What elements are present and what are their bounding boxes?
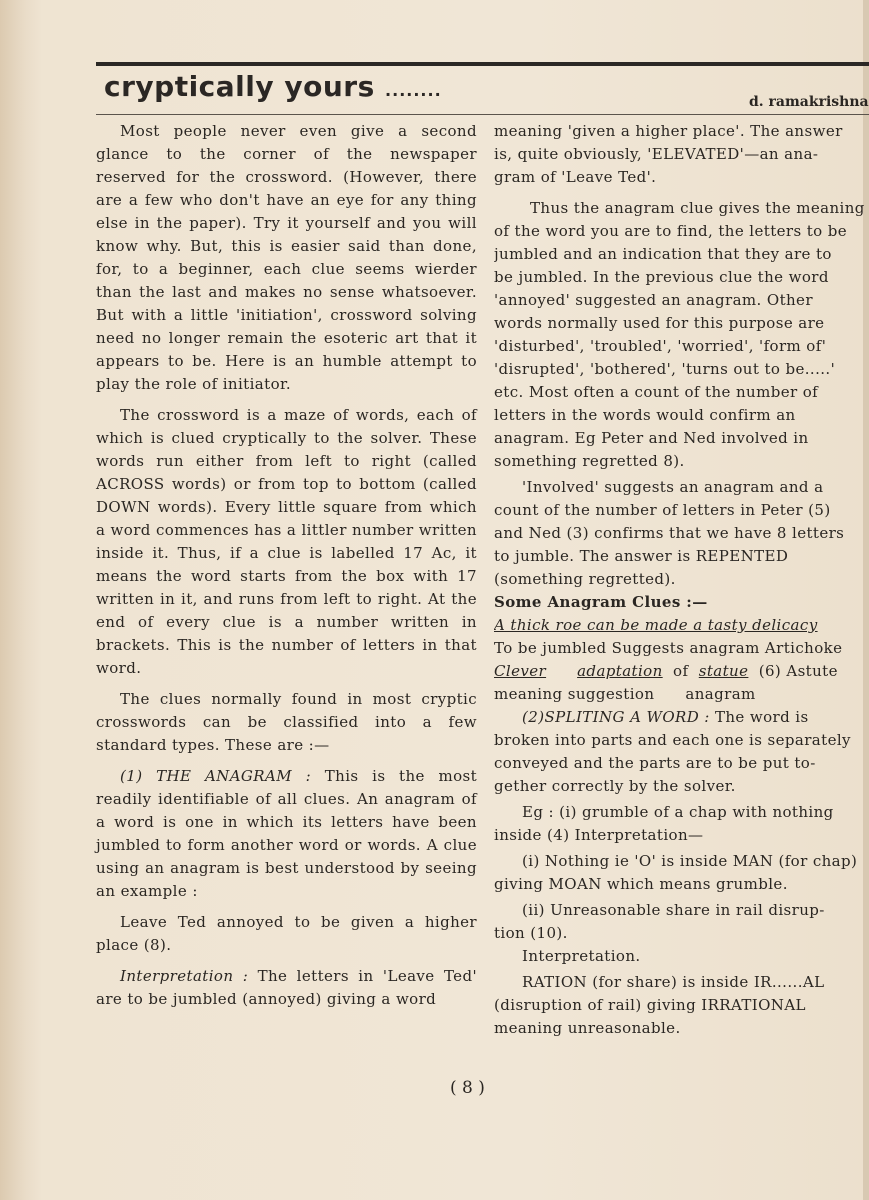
clue-word-adaptation: adaptation (577, 662, 663, 680)
paragraph-clue-types: The clues normally found in most cryptic crosswords can be classified into a few standard types. These are :— (96, 690, 477, 754)
clue-word-of: of (673, 662, 689, 680)
clue-word-clever: Clever (494, 662, 547, 680)
text-line: gether correctly by the solver. (494, 777, 736, 795)
text-line: gram of 'Leave Ted'. (494, 168, 657, 186)
text-line: jumbled and an indication that they are to (494, 245, 832, 263)
left-column (96, 120, 477, 1019)
text-line: conveyed and the parts are to be put to- (494, 754, 816, 772)
text-line: giving MOAN which means grumble. (494, 875, 788, 893)
anagram-label: (1) THE ANAGRAM : (120, 767, 312, 785)
clue-word-rest: (6) Astute (758, 662, 838, 680)
example-anagram-clue-2 (494, 660, 869, 683)
header-rule (96, 62, 869, 66)
text-line: (i) Nothing ie 'O' is inside MAN (for chap) (522, 852, 858, 870)
text-line: to jumble. The answer is REPENTED (494, 547, 789, 565)
text-line: 'Involved' suggests an anagram and a (522, 478, 824, 496)
header-underline (96, 114, 869, 115)
text-line: count of the number of letters in Peter (5) (494, 501, 831, 519)
text-line: tion (10). (494, 924, 568, 942)
text-line: Thus the anagram clue gives the meaning (530, 199, 865, 217)
text-line: words normally used for this purpose are (494, 314, 825, 332)
interpretation-text: The letters in 'Leave Ted' are to be jumbled (annoyed) giving a word (96, 967, 477, 1008)
article-author: d. ramakrishna (749, 94, 869, 110)
page-binding-shadow (0, 0, 42, 1200)
text-line: and Ned (3) confirms that we have 8 letters (494, 524, 845, 542)
text-line: meaning unreasonable. (494, 1019, 681, 1037)
example-clue: Leave Ted annoyed to be given a higher place (8). (96, 913, 477, 954)
split-word-line (494, 706, 869, 729)
text-line: something regretted 8). (494, 452, 685, 470)
text-line: broken into parts and each one is separately (494, 731, 851, 749)
article-title-dots: ........ (385, 81, 442, 100)
text-line: is, quite obviously, 'ELEVATED'—an ana- (494, 145, 819, 163)
split-word-label: (2)SPLITING A WORD : (522, 708, 710, 726)
text-line: etc. Most often a count of the number of (494, 383, 819, 401)
text-line: (something regretted). (494, 570, 676, 588)
text-line: 'disrupted', 'bothered', 'turns out to be.....' (494, 360, 836, 378)
text-line: meaning 'given a higher place'. The answer (494, 122, 843, 140)
text-line: letters in the words would confirm an (494, 406, 796, 424)
right-column (494, 120, 869, 1040)
anagram-text: This is the most readily identifiable of all clues. An anagram of a word is one in which its letters have been jumbled to form another word or words. A clue using an anagram is best understood by seeing an example : (96, 767, 478, 900)
article-title (104, 70, 442, 103)
text-line: RATION (for share) is inside IR......AL (522, 973, 825, 991)
page-number: ( 8 ) (450, 1078, 485, 1098)
text-line: 'annoyed' suggested an anagram. Other (494, 291, 813, 309)
paragraph-interpretation (96, 965, 477, 1011)
text-line: 'disturbed', 'troubled', 'worried', 'form of' (494, 337, 827, 355)
article-title-text: cryptically yours (104, 70, 375, 103)
text-line: (disruption of rail) giving IRRATIONAL (494, 996, 806, 1014)
paragraph-anagram (96, 765, 477, 903)
paragraph-intro: Most people never even give a second glance to the corner of the newspaper reserved for the crossword. (However, there are a few who don't have an eye for any thing else in the paper). Try it yourself and you will know why. But, this is easier said than done, for, to a beginner, each clue seems wierder than the last and makes no sense whatsoever. But with a little 'initiation', crossword solving need no longer remain the esoteric art that it appears to be. Here is an humble attempt to play the role of initiator. (96, 122, 477, 393)
text-line: To be jumbled Suggests anagram Artichoke (494, 639, 843, 657)
section-heading-anagram-clues: Some Anagram Clues :— (494, 593, 708, 611)
text-line: inside (4) Interpretation— (494, 826, 704, 844)
text-line: Eg : (i) grumble of a chap with nothing (522, 803, 834, 821)
text-line: Interpretation. (522, 947, 641, 965)
text-line: anagram. Eg Peter and Ned involved in (494, 429, 809, 447)
text-line: be jumbled. In the previous clue the word (494, 268, 829, 286)
text-line: of the word you are to find, the letters to be (494, 222, 848, 240)
text-line: (ii) Unreasonable share in rail disrup- (522, 901, 825, 919)
interpretation-label: Interpretation : (120, 967, 249, 985)
clue-word-statue: statue (698, 662, 749, 680)
text-line: meaning suggestion anagram (494, 685, 756, 703)
split-word-text: The word is (714, 708, 809, 726)
example-anagram-clue: A thick roe can be made a tasty delicacy (494, 616, 818, 634)
paragraph-crossword: The crossword is a maze of words, each of which is clued cryptically to the solver. These words run either from left to right (called ACROSS words) or from top to bottom (called DOWN words). Every little square from which a word commences has a littler number written inside it. Thus, if a clue is labelled 17 Ac, it means the word starts from the box with 17 written in it, and runs from left to right. At the end of every clue is a number written in brackets. This is the number of letters in that word. (96, 406, 477, 677)
